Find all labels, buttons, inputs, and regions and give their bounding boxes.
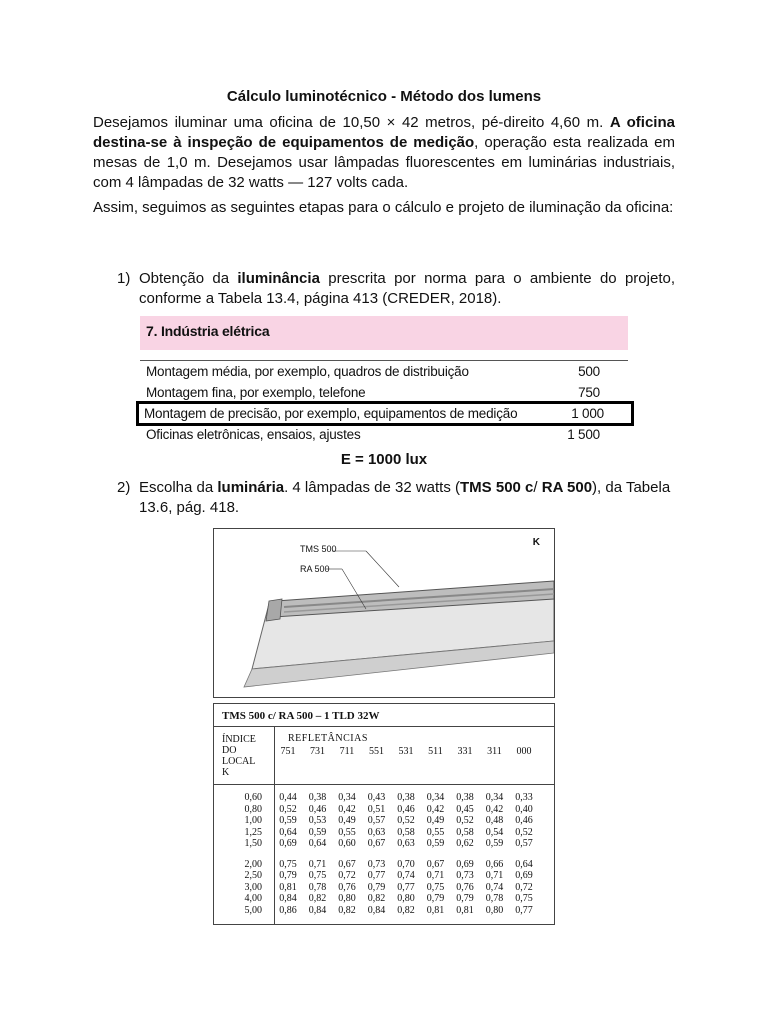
coefficient-cell: 0,58 — [397, 826, 415, 838]
coefficient-cell: 0,64 — [515, 858, 533, 870]
row-value: 1 000 — [571, 406, 604, 421]
coefficient-cell: 0,79 — [279, 870, 297, 881]
reflectance-column-header: 311 — [487, 746, 502, 757]
row-label: Montagem de precisão, por exemplo, equipamentos de medição — [144, 406, 518, 421]
illuminance-table — [140, 316, 628, 445]
coefficient-cell: 0,79 — [456, 893, 474, 904]
coefficient-cell: 0,81 — [456, 904, 474, 916]
coefficient-cell: 0,86 — [279, 904, 297, 916]
end-cap — [266, 599, 282, 621]
step-1-number: 1) — [117, 270, 131, 287]
luminaire-figure — [213, 528, 555, 698]
index-value: 5,00 — [244, 904, 262, 916]
coef-table-rule — [214, 726, 554, 727]
coefficient-cell: 0,72 — [515, 881, 533, 893]
reflectance-column-header: 531 — [398, 746, 414, 757]
coefficient-cell: 0,76 — [338, 881, 356, 893]
coefficient-cell: 0,43 — [367, 792, 386, 803]
coefficient-cell: 0,59 — [485, 838, 504, 849]
intro-text-bold: A oficina destina-se à inspeção de equipamentos de medição — [93, 114, 675, 151]
illuminance-table-row — [140, 424, 628, 445]
coefficient-cell: 0,76 — [456, 881, 474, 893]
coefficient-cell: 0,44 — [279, 792, 297, 803]
step-2-text-g: ), da Tabela 13.6, pág. 418. — [139, 479, 671, 516]
coefficient-cell: 0,57 — [367, 815, 386, 826]
coefficient-cell: 0,60 — [338, 838, 356, 849]
coefficient-cell: 0,66 — [485, 858, 504, 870]
coefficient-cell: 0,46 — [515, 815, 533, 826]
coefficient-cell: 0,77 — [515, 904, 533, 916]
coefficient-cell: 0,71 — [308, 858, 327, 870]
step-2-text-bold-2: TMS 500 c — [460, 479, 534, 496]
coefficient-cell: 0,67 — [338, 858, 356, 870]
coefficient-cell: 0,42 — [426, 803, 445, 815]
coefficient-cell: 0,51 — [367, 803, 386, 815]
coefficient-cell: 0,54 — [485, 826, 504, 838]
coefficient-cell: 0,70 — [397, 858, 415, 870]
intro-paragraph-2: Assim, seguimos as seguintes etapas para o cálculo e projeto de iluminação da oficina: — [93, 199, 674, 216]
index-value: 1,25 — [244, 826, 262, 838]
index-value: 1,00 — [244, 815, 262, 826]
coef-table-title: TMS 500 c/ RA 500 – 1 TLD 32W — [222, 710, 380, 722]
coefficient-cell: 0,82 — [308, 893, 327, 904]
coefficient-cell: 0,69 — [279, 838, 297, 849]
coefficient-cell: 0,42 — [338, 803, 356, 815]
coefficient-cell: 0,71 — [485, 870, 504, 881]
coefficient-cell: 0,67 — [367, 838, 386, 849]
row-value: 750 — [578, 385, 600, 400]
step-1-text — [139, 269, 675, 309]
coefficient-cell: 0,33 — [515, 792, 533, 803]
coefficient-cell: 0,64 — [279, 826, 297, 838]
coef-table-column-rule — [274, 726, 275, 924]
coefficient-cell: 0,69 — [515, 870, 533, 881]
coefficient-cell: 0,42 — [485, 803, 504, 815]
coefficient-cell: 0,53 — [308, 815, 327, 826]
coefficient-cell: 0,58 — [456, 826, 474, 838]
coefficient-cell: 0,59 — [279, 815, 297, 826]
coefficient-cell: 0,82 — [367, 893, 386, 904]
illuminance-result: E = 1000 lux — [340, 451, 428, 468]
step-2-text-bold-1: luminária — [217, 479, 285, 496]
reflectance-column-header: 000 — [516, 746, 532, 757]
coefficient-cell: 0,38 — [397, 792, 415, 803]
coefficient-cell: 0,55 — [426, 826, 445, 838]
coefficient-cell: 0,80 — [397, 893, 415, 904]
coefficient-cell: 0,49 — [338, 815, 356, 826]
coef-table-rule — [214, 784, 554, 785]
illuminance-table-header: 7. Indústria elétrica — [140, 316, 628, 350]
coefficient-cell: 0,34 — [485, 792, 504, 803]
intro-text-a: Desejamos iluminar uma oficina de 10,50 × 42 metros, pé-direito 4,60 m. — [93, 114, 610, 131]
coefficient-cell: 0,34 — [426, 792, 445, 803]
step-2-text-a: Escolha da — [139, 479, 218, 496]
coefficient-cell: 0,69 — [456, 858, 474, 870]
coefficient-cell: 0,75 — [426, 881, 445, 893]
index-value: 4,00 — [244, 893, 262, 904]
illuminance-table-row — [140, 361, 628, 382]
coefficient-cell: 0,38 — [456, 792, 474, 803]
illuminance-table-row-highlighted — [138, 403, 632, 424]
reflectance-column-header: 711 — [339, 746, 355, 757]
coefficient-cell: 0,45 — [456, 803, 474, 815]
coefficient-cell: 0,46 — [308, 803, 327, 815]
coefficient-cell: 0,49 — [426, 815, 445, 826]
index-value: 0,60 — [244, 792, 262, 803]
coefficient-cell: 0,75 — [308, 870, 327, 881]
row-label: Montagem média, por exemplo, quadros de distribuição — [146, 364, 469, 379]
coefficient-cell: 0,79 — [367, 881, 386, 893]
coefficient-cell: 0,63 — [367, 826, 386, 838]
index-header — [222, 734, 256, 778]
coefficient-cell: 0,75 — [279, 858, 297, 870]
luminaire-drawing — [214, 529, 554, 697]
coefficient-cell: 0,77 — [397, 881, 415, 893]
coefficient-cell: 0,52 — [279, 803, 297, 815]
reflectance-header: REFLETÂNCIAS — [288, 733, 368, 744]
index-value: 1,50 — [244, 838, 262, 849]
coefficient-cell: 0,81 — [426, 904, 445, 916]
step-1-text-c: prescrita por norma para o ambiente do projeto, conforme a Tabela 13.4, página 413 (CREDER, 2018). — [139, 270, 676, 307]
page-title: Cálculo luminotécnico - Método dos lumens — [226, 88, 542, 105]
index-header-line: DO — [222, 745, 237, 756]
coefficient-cell: 0,80 — [485, 904, 504, 916]
coefficient-cell: 0,84 — [367, 904, 386, 916]
step-2-number: 2) — [117, 479, 131, 496]
coefficient-cell: 0,82 — [338, 904, 356, 916]
coefficient-cell: 0,46 — [397, 803, 415, 815]
coefficient-cell: 0,73 — [367, 858, 386, 870]
coefficient-cell: 0,74 — [397, 870, 415, 881]
reflectance-column-header: 751 — [280, 746, 296, 757]
leader-line — [366, 551, 399, 587]
step-1-text-bold: iluminância — [237, 270, 320, 287]
reflectance-column-header: 731 — [310, 746, 325, 757]
coefficient-cell: 0,78 — [308, 881, 327, 893]
label-k: K — [532, 537, 540, 548]
coefficient-cell: 0,62 — [456, 838, 474, 849]
coefficient-cell: 0,57 — [515, 838, 533, 849]
row-label: Oficinas eletrônicas, ensaios, ajustes — [146, 427, 361, 442]
coefficient-cell: 0,55 — [338, 826, 356, 838]
index-header-line: K — [222, 767, 230, 778]
step-1-text-a: Obtenção da — [139, 270, 238, 287]
illuminance-table-row — [140, 382, 628, 403]
coefficient-cell: 0,81 — [279, 881, 297, 893]
row-value: 500 — [578, 364, 600, 379]
intro-paragraph-1 — [93, 113, 675, 193]
step-2-text-c: . 4 lâmpadas de 32 watts ( — [284, 479, 461, 496]
coefficient-cell: 0,71 — [426, 870, 445, 881]
utilization-coefficient-table — [213, 703, 555, 925]
label-tms500: TMS 500 — [300, 544, 337, 554]
coefficient-cell: 0,48 — [485, 815, 504, 826]
index-value: 3,00 — [244, 881, 262, 893]
step-2-text-bold-3: RA 500 — [541, 479, 593, 496]
row-label: Montagem fina, por exemplo, telefone — [146, 385, 366, 400]
coefficient-cell: 0,84 — [279, 893, 297, 904]
coefficient-cell: 0,59 — [308, 826, 327, 838]
coefficient-cell: 0,74 — [485, 881, 504, 893]
coefficient-cell: 0,79 — [426, 893, 445, 904]
coefficient-cell: 0,52 — [515, 826, 533, 838]
coefficient-cell: 0,52 — [456, 815, 474, 826]
coefficient-cell: 0,80 — [338, 893, 356, 904]
coefficient-cell: 0,72 — [338, 870, 356, 881]
coefficient-cell: 0,64 — [308, 838, 327, 849]
coefficient-cell: 0,84 — [308, 904, 327, 916]
coefficient-cell: 0,77 — [367, 870, 386, 881]
index-value: 2,00 — [244, 858, 262, 870]
coefficient-cell: 0,38 — [308, 792, 327, 803]
coefficient-cell: 0,59 — [426, 838, 445, 849]
coefficient-cell: 0,82 — [397, 904, 415, 916]
coefficient-cell: 0,75 — [515, 893, 533, 904]
intro-text-c: , operação esta realizada em mesas de 1,0 m. Desejamos usar lâmpadas fluorescentes em luminárias industriais, com 4 lâmpadas de 32 watts — 127 volts cada. — [93, 134, 675, 191]
step-2-text-e: / — [533, 479, 542, 496]
index-header-line: LOCAL — [222, 756, 256, 767]
reflectance-column-header: 331 — [457, 746, 473, 757]
coefficient-cell: 0,73 — [456, 870, 474, 881]
coefficient-cell: 0,78 — [485, 893, 504, 904]
label-ra500: RA 500 — [300, 564, 330, 574]
coefficient-cell: 0,52 — [397, 815, 415, 826]
index-header-line: ÍNDICE — [222, 734, 256, 745]
coefficient-cell: 0,40 — [515, 803, 533, 815]
index-value: 0,80 — [244, 803, 262, 815]
coefficient-cell: 0,63 — [397, 838, 415, 849]
reflectance-column-header: 551 — [369, 746, 384, 757]
reflectance-column-header: 511 — [428, 746, 443, 757]
step-2-text — [139, 478, 675, 518]
index-value: 2,50 — [244, 870, 262, 881]
row-value: 1 500 — [567, 427, 600, 442]
coefficient-cell: 0,34 — [338, 792, 356, 803]
coefficient-cell: 0,67 — [426, 858, 445, 870]
